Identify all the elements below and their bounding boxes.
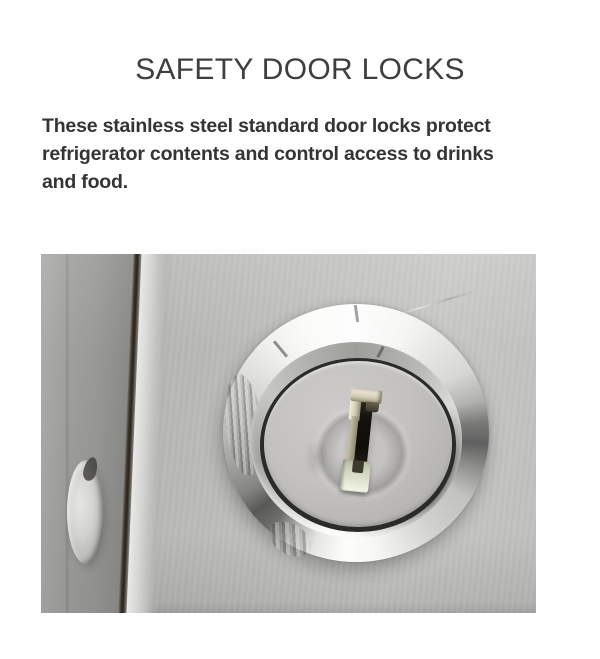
description-line-2: refrigerator contents and control access to drinks xyxy=(42,142,494,165)
face-shadow-blotch xyxy=(299,432,333,484)
description-line-3: and food. xyxy=(42,170,128,193)
product-photo xyxy=(41,254,536,613)
product-description xyxy=(42,112,562,196)
description-line-1: These stainless steel standard door locks protect xyxy=(42,114,491,137)
oval-handle-detail xyxy=(67,460,105,564)
key-cam-hook-shadow xyxy=(365,401,379,412)
page-title: SAFETY DOOR LOCKS xyxy=(135,53,465,87)
key-foot-dark-notch xyxy=(352,460,364,473)
